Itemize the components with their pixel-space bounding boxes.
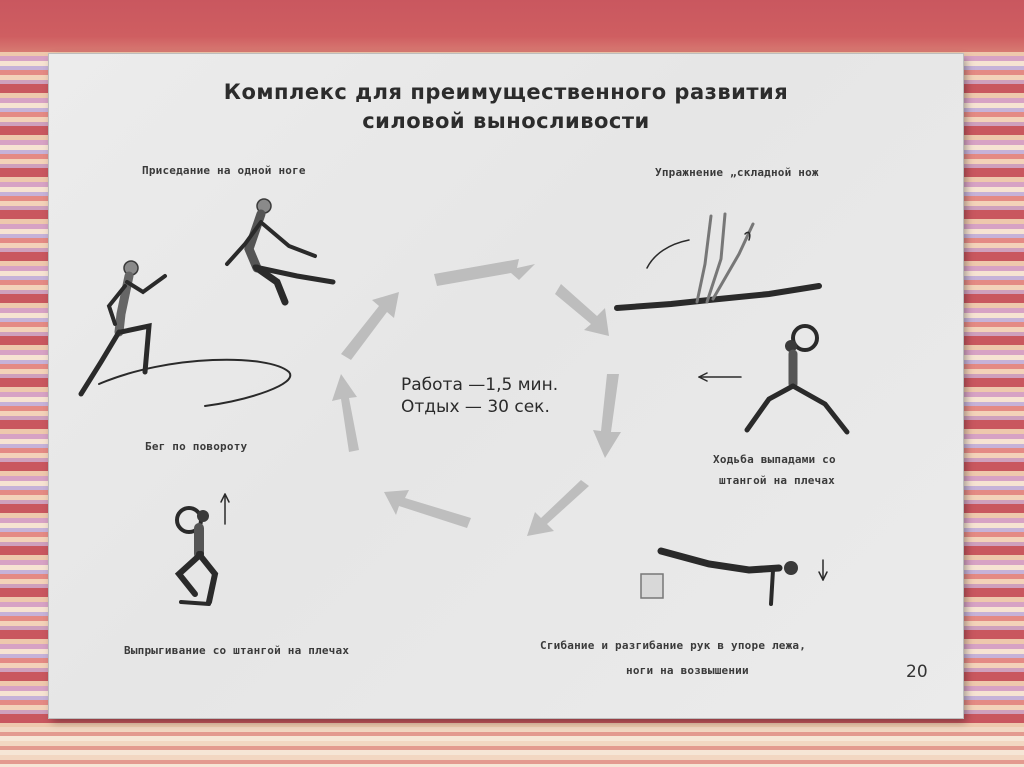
caption-lunge-walk-line1: Ходьба выпадами со [713, 453, 836, 466]
caption-one-leg-squat: Приседание на одной ноге [142, 164, 306, 177]
curve-running-figure [81, 261, 290, 406]
poster-title-line2: силовой выносливости [362, 109, 650, 133]
bottom-decor-band [0, 727, 1024, 767]
work-time-text: Работа —1,5 мин. [401, 375, 559, 395]
rest-time-text: Отдых — 30 сек. [401, 397, 550, 417]
cycle-arrows [332, 259, 621, 536]
cycle-arrow-bottom-right [527, 480, 589, 536]
cycle-arrow-top-left [341, 292, 399, 360]
lunge-walk-figure [699, 326, 847, 432]
pushup-figure [641, 551, 827, 604]
caption-jackknife: Упражнение „складной нож [655, 166, 819, 179]
caption-pushups-line1: Сгибание и разгибание рук в упоре лежа, [540, 639, 807, 652]
cycle-arrow-bottom [384, 490, 471, 528]
cycle-arrow-top-right [555, 284, 609, 336]
poster-slide [49, 54, 963, 718]
caption-barbell-jump: Выпрыгивание со штангой на плечах [124, 644, 350, 657]
caption-lunge-walk-line2: штангой на плечах [719, 474, 835, 487]
cycle-arrow-top [434, 259, 535, 286]
poster-title-line1: Комплекс для преимущественного развития [223, 80, 789, 104]
poster-illustrations [49, 54, 963, 718]
page-number: 20 [906, 662, 928, 682]
cycle-arrow-right [593, 374, 621, 458]
one-leg-squat-figure [227, 199, 333, 302]
caption-curve-running: Бег по повороту [145, 440, 248, 453]
caption-pushups-line2: ноги на возвышении [626, 664, 749, 677]
barbell-jump-figure [177, 494, 229, 604]
top-decor-band [0, 0, 1024, 52]
cycle-arrow-left [332, 374, 359, 452]
jackknife-figure [617, 214, 819, 308]
